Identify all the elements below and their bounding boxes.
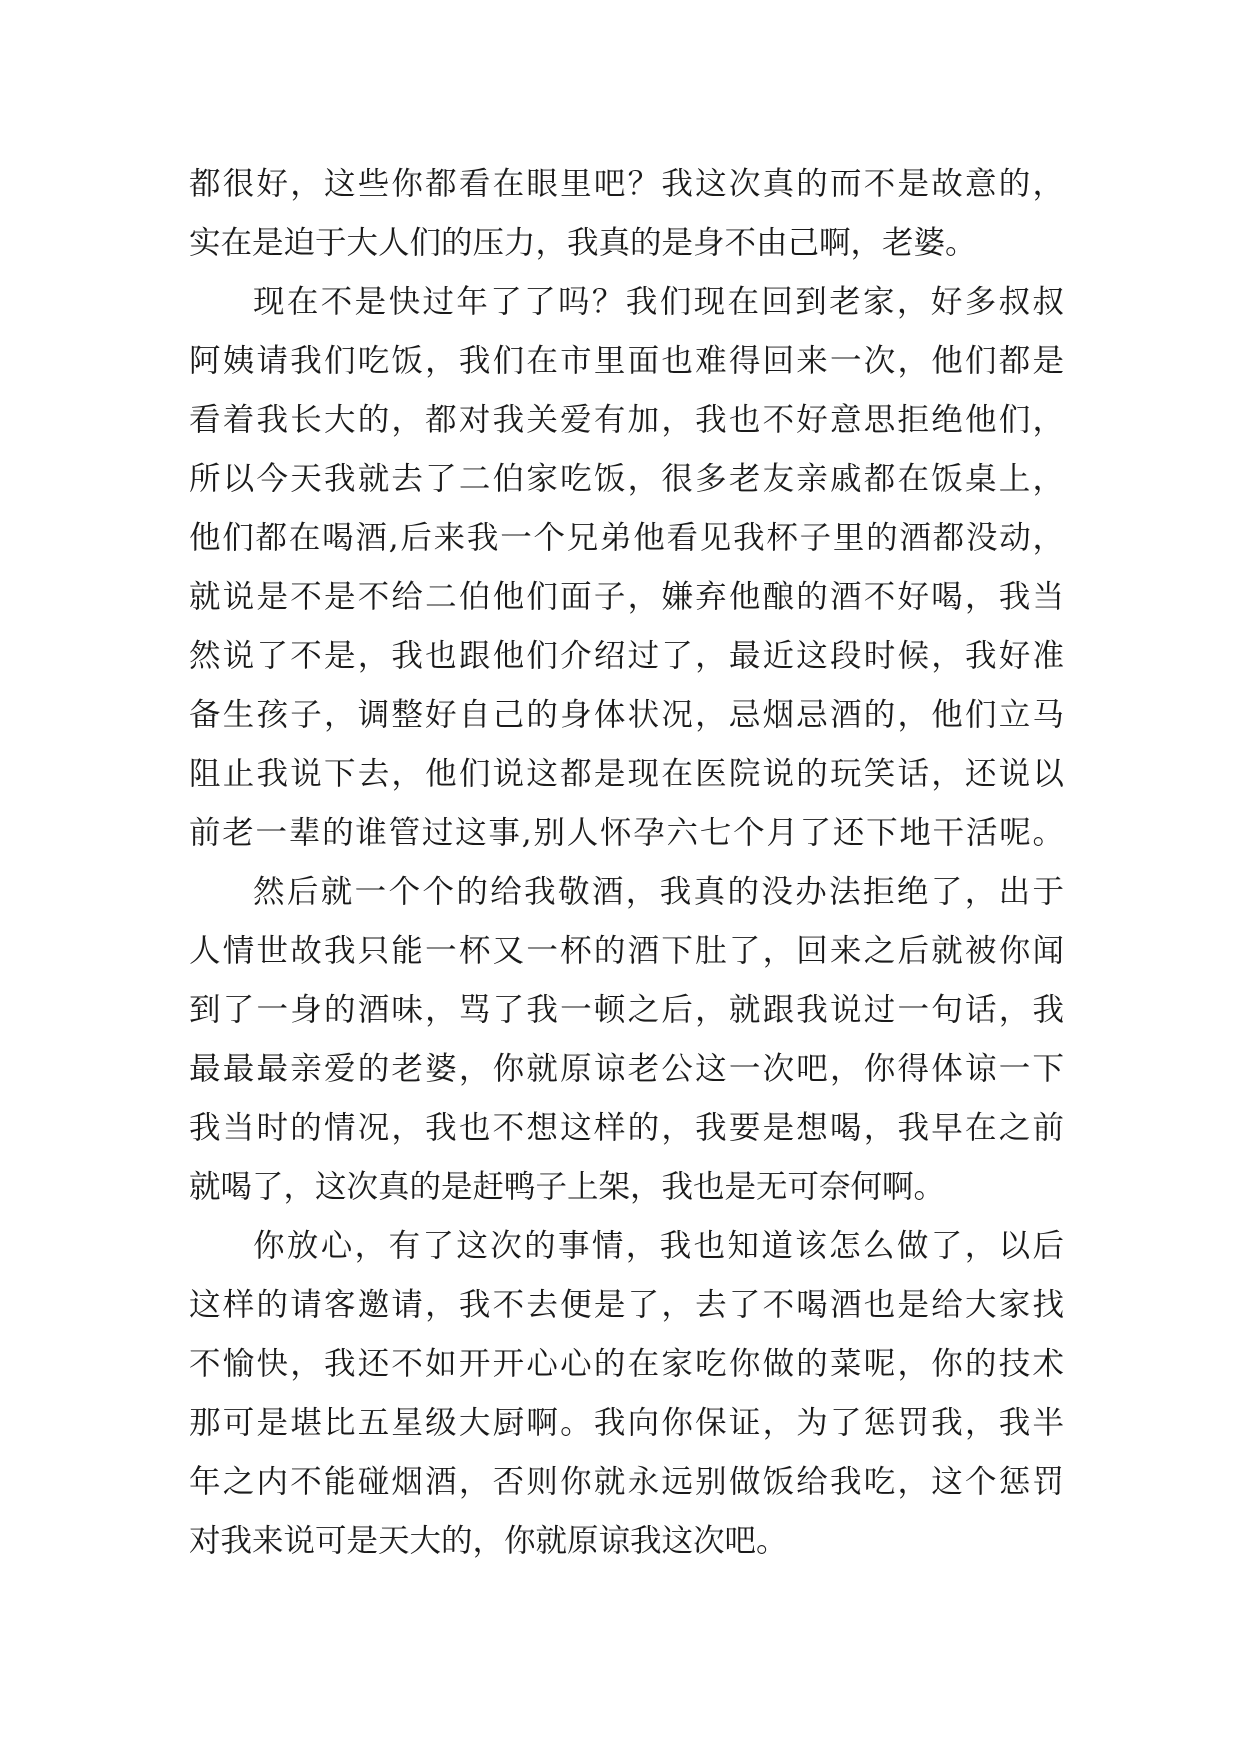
text-line: 实在是迫于大人们的压力，我真的是身不由己啊，老婆。 [189, 225, 977, 261]
text-line: 对我来说可是天大的，你就原谅我这次吧。 [189, 1523, 788, 1559]
text-line: 年之内不能碰烟酒，否则你就永远别做饭给我吃，这个惩罚 [189, 1464, 1064, 1500]
text-line: 不愉快，我还不如开开心心的在家吃你做的菜呢，你的技术 [189, 1346, 1064, 1382]
text-line: 前老一辈的谁管过这事,别人怀孕六七个月了还下地干活呢。 [189, 815, 1064, 851]
text-line: 人情世故我只能一杯又一杯的酒下肚了，回来之后就被你闻 [189, 933, 1064, 969]
text-line: 然说了不是，我也跟他们介绍过了，最近这段时候，我好准 [189, 638, 1064, 674]
text-line: 看着我长大的，都对我关爱有加，我也不好意思拒绝他们， [189, 402, 1064, 438]
text-line: 这样的请客邀请，我不去便是了，去了不喝酒也是给大家找 [189, 1287, 1064, 1323]
text-line: 备生孩子，调整好自己的身体状况，忌烟忌酒的，他们立马 [189, 697, 1064, 733]
text-line: 我当时的情况，我也不想这样的，我要是想喝，我早在之前 [189, 1110, 1064, 1146]
text-line: 都很好，这些你都看在眼里吧？我这次真的而不是故意的， [189, 166, 1064, 202]
document-body [189, 155, 1064, 1571]
paragraph-first-line: 你放心，有了这次的事情，我也知道该怎么做了，以后 [253, 1228, 1064, 1264]
text-line: 阻止我说下去，他们说这都是现在医院说的玩笑话，还说以 [189, 756, 1064, 792]
paragraph-first-line: 现在不是快过年了了吗？我们现在回到老家，好多叔叔 [253, 284, 1064, 320]
paragraph-first-line: 然后就一个个的给我敬酒，我真的没办法拒绝了，出于 [253, 874, 1064, 910]
text-line: 就喝了，这次真的是赶鸭子上架，我也是无可奈何啊。 [189, 1169, 946, 1205]
text-line: 阿姨请我们吃饭，我们在市里面也难得回来一次，他们都是 [189, 343, 1064, 379]
text-line: 那可是堪比五星级大厨啊。我向你保证，为了惩罚我，我半 [189, 1405, 1064, 1441]
text-line: 到了一身的酒味，骂了我一顿之后，就跟我说过一句话，我 [189, 992, 1064, 1028]
text-line: 所以今天我就去了二伯家吃饭，很多老友亲戚都在饭桌上， [189, 461, 1064, 497]
text-line: 他们都在喝酒,后来我一个兄弟他看见我杯子里的酒都没动， [189, 520, 1064, 556]
text-line: 最最最亲爱的老婆，你就原谅老公这一次吧，你得体谅一下 [189, 1051, 1064, 1087]
text-line: 就说是不是不给二伯他们面子，嫌弃他酿的酒不好喝，我当 [189, 579, 1064, 615]
